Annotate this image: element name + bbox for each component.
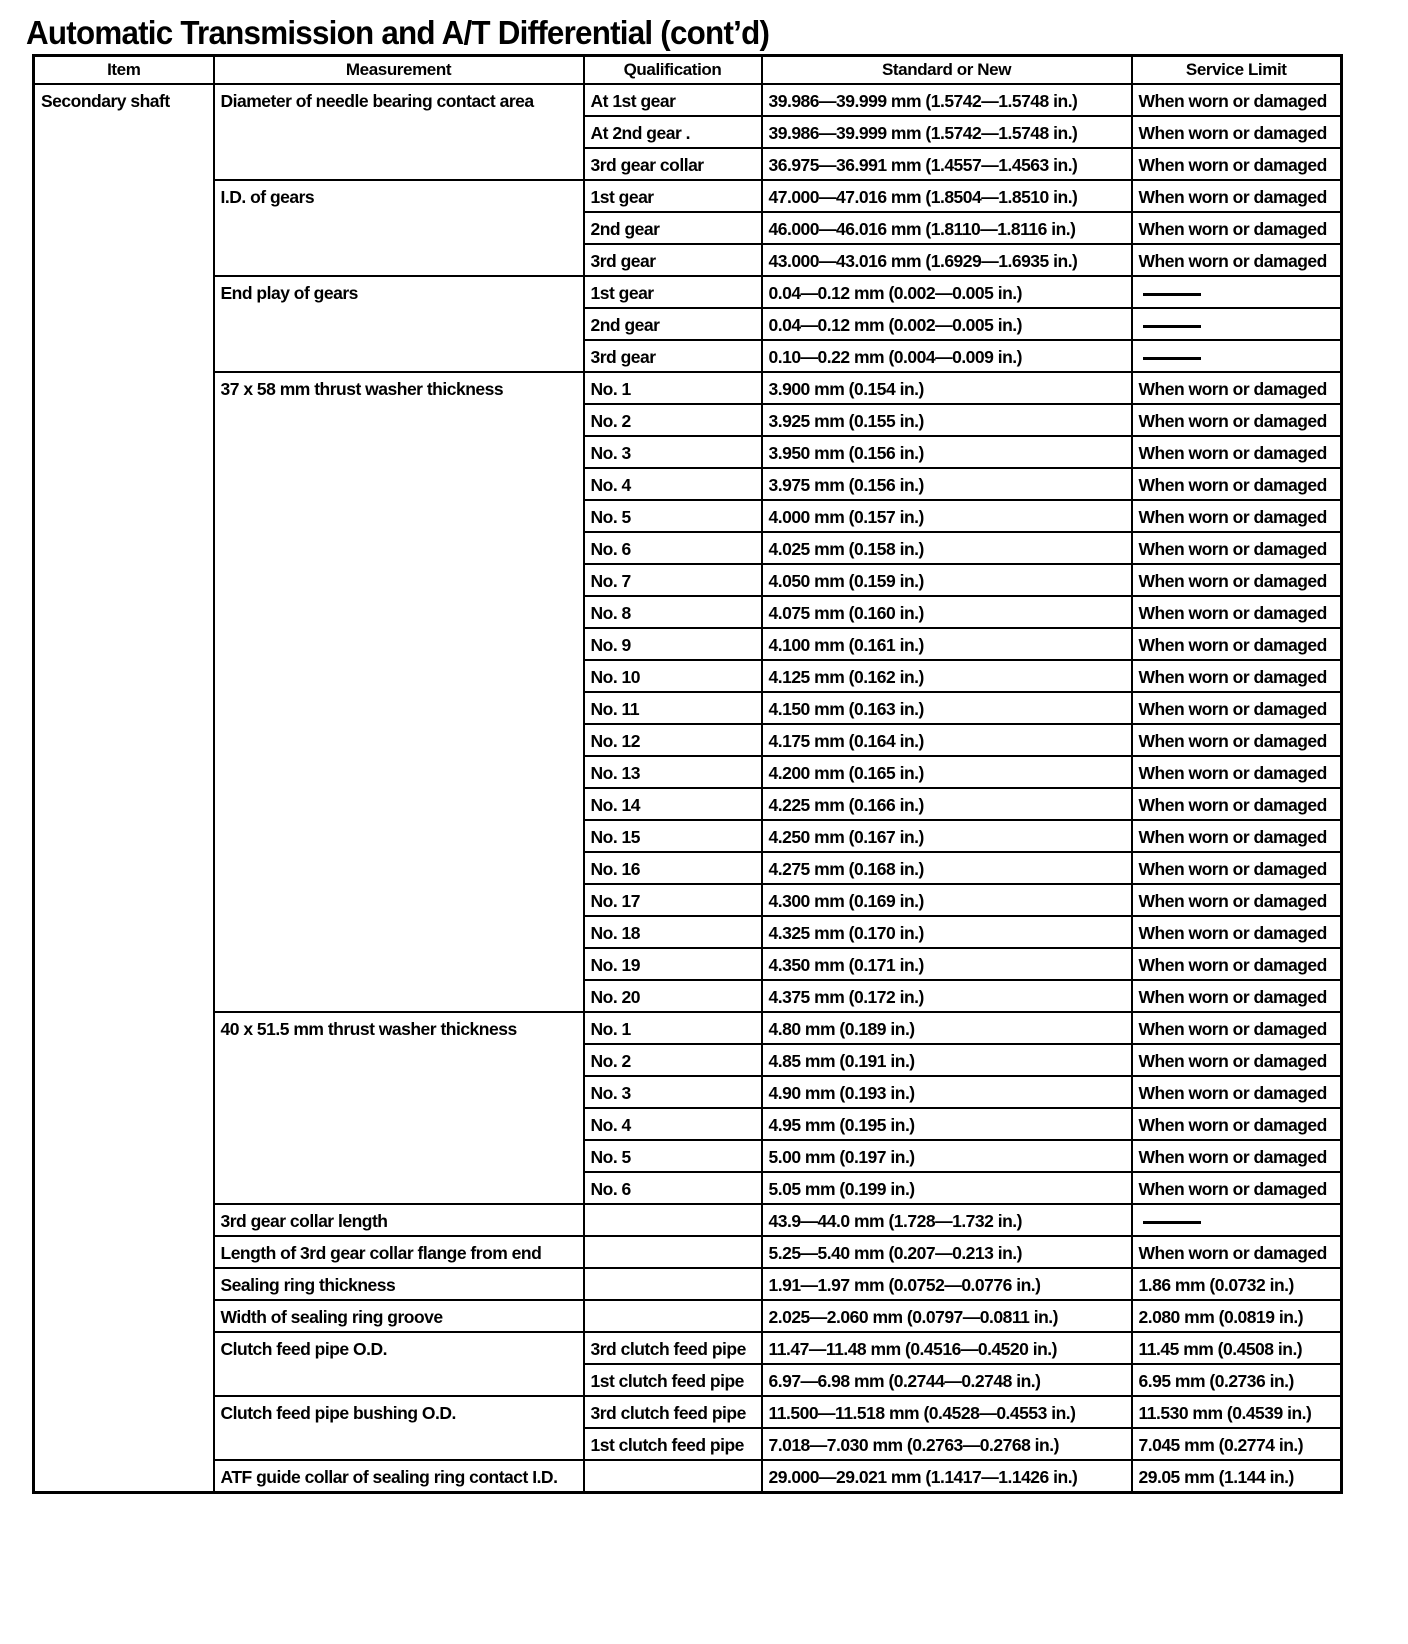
standard-cell: 7.018—7.030 mm (0.2763—0.2768 in.) [762, 1428, 1132, 1460]
service-limit-cell: When worn or damaged [1132, 180, 1342, 212]
standard-cell: 29.000—29.021 mm (1.1417—1.1426 in.) [762, 1460, 1132, 1493]
qualification-cell [584, 1204, 762, 1236]
qualification-cell: 1st clutch feed pipe [584, 1428, 762, 1460]
no-limit-dash [1143, 325, 1201, 328]
qualification-cell: No. 5 [584, 1140, 762, 1172]
standard-cell: 46.000—46.016 mm (1.8110—1.8116 in.) [762, 212, 1132, 244]
qualification-cell: No. 1 [584, 372, 762, 404]
service-limit-cell: When worn or damaged [1132, 692, 1342, 724]
qualification-cell: No. 2 [584, 404, 762, 436]
qualification-cell: 2nd gear [584, 308, 762, 340]
no-limit-dash [1143, 357, 1201, 360]
qualification-cell: No. 2 [584, 1044, 762, 1076]
service-limit-cell: When worn or damaged [1132, 1044, 1342, 1076]
standard-cell: 3.975 mm (0.156 in.) [762, 468, 1132, 500]
item-cell: Secondary shaft [34, 84, 214, 1493]
measurement-cell: 37 x 58 mm thrust washer thickness [214, 372, 584, 1012]
qualification-cell: No. 8 [584, 596, 762, 628]
service-limit-cell: When worn or damaged [1132, 596, 1342, 628]
service-limit-cell [1132, 276, 1342, 308]
service-limit-cell: When worn or damaged [1132, 1172, 1342, 1204]
service-limit-cell: When worn or damaged [1132, 948, 1342, 980]
standard-cell: 11.500—11.518 mm (0.4528—0.4553 in.) [762, 1396, 1132, 1428]
table-row [34, 1012, 1342, 1044]
service-limit-cell: When worn or damaged [1132, 628, 1342, 660]
service-limit-cell: When worn or damaged [1132, 788, 1342, 820]
standard-cell: 4.90 mm (0.193 in.) [762, 1076, 1132, 1108]
service-limit-cell: When worn or damaged [1132, 84, 1342, 116]
table-row [34, 276, 1342, 308]
measurement-cell: Sealing ring thickness [214, 1268, 584, 1300]
standard-cell: 4.000 mm (0.157 in.) [762, 500, 1132, 532]
service-limit-cell: When worn or damaged [1132, 1108, 1342, 1140]
measurement-cell: I.D. of gears [214, 180, 584, 276]
table-row [34, 372, 1342, 404]
qualification-cell: No. 19 [584, 948, 762, 980]
service-limit-cell: When worn or damaged [1132, 852, 1342, 884]
service-limit-cell [1132, 308, 1342, 340]
measurement-cell: End play of gears [214, 276, 584, 372]
standard-cell: 47.000—47.016 mm (1.8504—1.8510 in.) [762, 180, 1132, 212]
qualification-cell: No. 5 [584, 500, 762, 532]
measurement-cell: 3rd gear collar length [214, 1204, 584, 1236]
service-limit-cell [1132, 1204, 1342, 1236]
header-service-limit: Service Limit [1132, 56, 1342, 85]
service-limit-cell: 1.86 mm (0.0732 in.) [1132, 1268, 1342, 1300]
measurement-cell: Clutch feed pipe O.D. [214, 1332, 584, 1396]
standard-cell: 6.97—6.98 mm (0.2744—0.2748 in.) [762, 1364, 1132, 1396]
service-limit-cell: When worn or damaged [1132, 756, 1342, 788]
qualification-cell: No. 9 [584, 628, 762, 660]
measurement-cell: Width of sealing ring groove [214, 1300, 584, 1332]
service-limit-cell: When worn or damaged [1132, 532, 1342, 564]
standard-cell: 5.05 mm (0.199 in.) [762, 1172, 1132, 1204]
table-row [34, 1236, 1342, 1268]
standard-cell: 4.80 mm (0.189 in.) [762, 1012, 1132, 1044]
standard-cell: 4.375 mm (0.172 in.) [762, 980, 1132, 1012]
measurement-cell: Length of 3rd gear collar flange from end [214, 1236, 584, 1268]
qualification-cell: 3rd gear [584, 244, 762, 276]
standard-cell: 4.300 mm (0.169 in.) [762, 884, 1132, 916]
qualification-cell: No. 15 [584, 820, 762, 852]
service-limit-cell: When worn or damaged [1132, 564, 1342, 596]
standard-cell: 36.975—36.991 mm (1.4557—1.4563 in.) [762, 148, 1132, 180]
standard-cell: 4.075 mm (0.160 in.) [762, 596, 1132, 628]
standard-cell: 4.350 mm (0.171 in.) [762, 948, 1132, 980]
service-limit-cell: When worn or damaged [1132, 372, 1342, 404]
table-row [34, 180, 1342, 212]
standard-cell: 3.900 mm (0.154 in.) [762, 372, 1132, 404]
table-row [34, 1300, 1342, 1332]
qualification-cell: At 2nd gear . [584, 116, 762, 148]
qualification-cell: No. 6 [584, 1172, 762, 1204]
service-limit-cell: When worn or damaged [1132, 884, 1342, 916]
table-row [34, 1332, 1342, 1364]
service-limit-cell: When worn or damaged [1132, 212, 1342, 244]
service-limit-cell: When worn or damaged [1132, 1140, 1342, 1172]
standard-cell: 4.225 mm (0.166 in.) [762, 788, 1132, 820]
service-limit-cell: 2.080 mm (0.0819 in.) [1132, 1300, 1342, 1332]
standard-cell: 4.95 mm (0.195 in.) [762, 1108, 1132, 1140]
service-limit-cell: When worn or damaged [1132, 244, 1342, 276]
measurement-cell: 40 x 51.5 mm thrust washer thickness [214, 1012, 584, 1204]
qualification-cell: At 1st gear [584, 84, 762, 116]
qualification-cell: No. 16 [584, 852, 762, 884]
header-item: Item [34, 56, 214, 85]
qualification-cell: No. 11 [584, 692, 762, 724]
standard-cell: 39.986—39.999 mm (1.5742—1.5748 in.) [762, 84, 1132, 116]
qualification-cell [584, 1460, 762, 1493]
standard-cell: 0.10—0.22 mm (0.004—0.009 in.) [762, 340, 1132, 372]
standard-cell: 43.000—43.016 mm (1.6929—1.6935 in.) [762, 244, 1132, 276]
standard-cell: 4.325 mm (0.170 in.) [762, 916, 1132, 948]
header-qualification: Qualification [584, 56, 762, 85]
qualification-cell: No. 14 [584, 788, 762, 820]
service-limit-cell: When worn or damaged [1132, 404, 1342, 436]
standard-cell: 4.150 mm (0.163 in.) [762, 692, 1132, 724]
page-title: Automatic Transmission and A/T Differential (cont’d) [26, 14, 770, 51]
standard-cell: 39.986—39.999 mm (1.5742—1.5748 in.) [762, 116, 1132, 148]
service-limit-cell: When worn or damaged [1132, 820, 1342, 852]
qualification-cell [584, 1268, 762, 1300]
standard-cell: 4.85 mm (0.191 in.) [762, 1044, 1132, 1076]
measurement-cell: Diameter of needle bearing contact area [214, 84, 584, 180]
standard-cell: 4.200 mm (0.165 in.) [762, 756, 1132, 788]
service-limit-cell: When worn or damaged [1132, 148, 1342, 180]
service-limit-cell: 11.530 mm (0.4539 in.) [1132, 1396, 1342, 1428]
standard-cell: 43.9—44.0 mm (1.728—1.732 in.) [762, 1204, 1132, 1236]
qualification-cell: No. 18 [584, 916, 762, 948]
qualification-cell: No. 13 [584, 756, 762, 788]
qualification-cell: No. 17 [584, 884, 762, 916]
qualification-cell: 3rd gear collar [584, 148, 762, 180]
measurement-cell: ATF guide collar of sealing ring contact I.D. [214, 1460, 584, 1493]
qualification-cell: 1st gear [584, 180, 762, 212]
no-limit-dash [1143, 293, 1201, 296]
service-limit-cell: When worn or damaged [1132, 724, 1342, 756]
spec-table [32, 54, 1343, 1494]
service-limit-cell: When worn or damaged [1132, 116, 1342, 148]
service-limit-cell: When worn or damaged [1132, 916, 1342, 948]
header-row [34, 56, 1342, 85]
service-limit-cell: When worn or damaged [1132, 436, 1342, 468]
standard-cell: 0.04—0.12 mm (0.002—0.005 in.) [762, 308, 1132, 340]
header-standard: Standard or New [762, 56, 1132, 85]
qualification-cell: 3rd clutch feed pipe [584, 1396, 762, 1428]
standard-cell: 4.175 mm (0.164 in.) [762, 724, 1132, 756]
service-limit-cell: When worn or damaged [1132, 660, 1342, 692]
standard-cell: 5.25—5.40 mm (0.207—0.213 in.) [762, 1236, 1132, 1268]
service-limit-cell: 6.95 mm (0.2736 in.) [1132, 1364, 1342, 1396]
service-limit-cell: 11.45 mm (0.4508 in.) [1132, 1332, 1342, 1364]
table-row [34, 1460, 1342, 1493]
standard-cell: 4.125 mm (0.162 in.) [762, 660, 1132, 692]
standard-cell: 3.925 mm (0.155 in.) [762, 404, 1132, 436]
standard-cell: 11.47—11.48 mm (0.4516—0.4520 in.) [762, 1332, 1132, 1364]
qualification-cell: 1st clutch feed pipe [584, 1364, 762, 1396]
qualification-cell: No. 6 [584, 532, 762, 564]
qualification-cell: No. 3 [584, 436, 762, 468]
qualification-cell: No. 10 [584, 660, 762, 692]
qualification-cell: No. 4 [584, 468, 762, 500]
standard-cell: 1.91—1.97 mm (0.0752—0.0776 in.) [762, 1268, 1132, 1300]
qualification-cell: 3rd clutch feed pipe [584, 1332, 762, 1364]
service-limit-cell: When worn or damaged [1132, 1012, 1342, 1044]
header-measurement: Measurement [214, 56, 584, 85]
service-limit-cell: When worn or damaged [1132, 980, 1342, 1012]
measurement-cell: Clutch feed pipe bushing O.D. [214, 1396, 584, 1460]
qualification-cell [584, 1236, 762, 1268]
table-row [34, 1268, 1342, 1300]
standard-cell: 4.250 mm (0.167 in.) [762, 820, 1132, 852]
qualification-cell: No. 1 [584, 1012, 762, 1044]
qualification-cell [584, 1300, 762, 1332]
service-limit-cell: 29.05 mm (1.144 in.) [1132, 1460, 1342, 1493]
qualification-cell: 1st gear [584, 276, 762, 308]
service-limit-cell: When worn or damaged [1132, 468, 1342, 500]
qualification-cell: No. 7 [584, 564, 762, 596]
service-limit-cell: 7.045 mm (0.2774 in.) [1132, 1428, 1342, 1460]
table-body [34, 84, 1342, 1493]
service-limit-cell: When worn or damaged [1132, 1076, 1342, 1108]
standard-cell: 5.00 mm (0.197 in.) [762, 1140, 1132, 1172]
qualification-cell: 3rd gear [584, 340, 762, 372]
qualification-cell: No. 4 [584, 1108, 762, 1140]
qualification-cell: No. 3 [584, 1076, 762, 1108]
standard-cell: 3.950 mm (0.156 in.) [762, 436, 1132, 468]
qualification-cell: No. 12 [584, 724, 762, 756]
service-limit-cell: When worn or damaged [1132, 500, 1342, 532]
standard-cell: 4.275 mm (0.168 in.) [762, 852, 1132, 884]
table-row [34, 1396, 1342, 1428]
qualification-cell: 2nd gear [584, 212, 762, 244]
qualification-cell: No. 20 [584, 980, 762, 1012]
service-limit-cell [1132, 340, 1342, 372]
standard-cell: 2.025—2.060 mm (0.0797—0.0811 in.) [762, 1300, 1132, 1332]
table-row [34, 1204, 1342, 1236]
no-limit-dash [1143, 1221, 1201, 1224]
standard-cell: 4.025 mm (0.158 in.) [762, 532, 1132, 564]
standard-cell: 4.050 mm (0.159 in.) [762, 564, 1132, 596]
standard-cell: 4.100 mm (0.161 in.) [762, 628, 1132, 660]
service-limit-cell: When worn or damaged [1132, 1236, 1342, 1268]
table-row [34, 84, 1342, 116]
standard-cell: 0.04—0.12 mm (0.002—0.005 in.) [762, 276, 1132, 308]
